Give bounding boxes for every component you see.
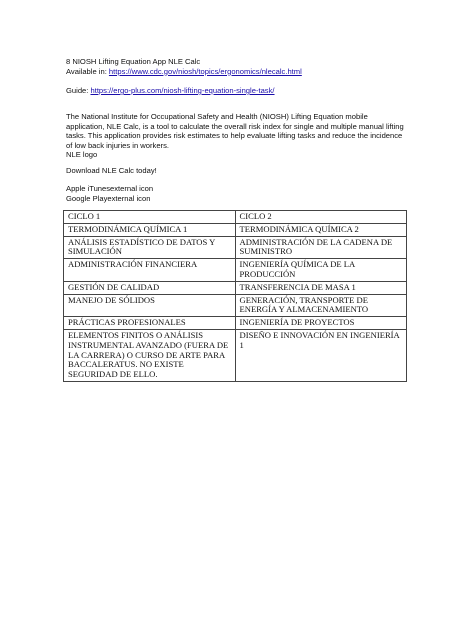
table-cell: TERMODINÁMICA QUÍMICA 1 xyxy=(64,223,236,236)
table-cell: GENERACIÓN, TRANSPORTE DE ENERGÍA Y ALMACENAMIENTO xyxy=(235,294,407,317)
ergo-plus-link[interactable]: https://ergo-plus.com/niosh-lifting-equation-single-task/ xyxy=(90,86,275,95)
table-row xyxy=(64,211,407,224)
apple-itunes-link[interactable]: Apple iTunesexternal icon xyxy=(66,184,154,193)
table-row xyxy=(64,236,407,259)
table-cell: TERMODINÁMICA QUÍMICA 2 xyxy=(235,223,407,236)
nle-logo-text: NLE logo xyxy=(66,150,98,160)
table-cell: ADMINISTRACIÓN DE LA CADENA DE SUMINISTRO xyxy=(235,236,407,259)
table-cell: INGENIERÍA DE PROYECTOS xyxy=(235,317,407,330)
table-row xyxy=(64,281,407,294)
cdc-link[interactable]: https://www.cdc.gov/niosh/topics/ergonomics/nlecalc.html xyxy=(108,66,302,76)
table-cell: ADMINISTRACIÓN FINANCIERA xyxy=(64,259,236,282)
app-header xyxy=(66,57,386,76)
download-line: Download NLE Calc today! xyxy=(66,166,157,175)
table-cell: TRANSFERENCIA DE MASA 1 xyxy=(235,281,407,294)
course-table xyxy=(63,210,407,382)
table-row xyxy=(64,317,407,330)
table-row xyxy=(64,294,407,317)
store-icons xyxy=(66,184,386,203)
table-cell: PRÁCTICAS PROFESIONALES xyxy=(64,317,236,330)
table-cell: MANEJO DE SÓLIDOS xyxy=(64,294,236,317)
table-header-cell: CICLO 2 xyxy=(235,211,407,224)
available-line xyxy=(66,67,386,77)
google-play-link[interactable]: Google Playexternal icon xyxy=(66,193,151,203)
table-cell: INGENIERÍA QUÍMICA DE LA PRODUCCIÓN xyxy=(235,259,407,282)
table-row xyxy=(64,329,407,381)
table-cell: ANÁLISIS ESTADÍSTICO DE DATOS Y SIMULACIÓN xyxy=(64,236,236,259)
guide-line xyxy=(66,86,386,96)
table-cell: ELEMENTOS FINITOS O ANÁLISIS INSTRUMENTAL AVANZADO (FUERA DE LA CARRERA) O CURSO DE ARTE PARA BACCALERATUS. NO EXISTE SEGURIDAD DE ELLO. xyxy=(64,329,236,381)
table-row xyxy=(64,223,407,236)
guide-label: Guide: xyxy=(66,86,91,95)
table-header-cell: CICLO 1 xyxy=(64,211,236,224)
description-block xyxy=(66,112,406,160)
table-cell: GESTIÓN DE CALIDAD xyxy=(64,281,236,294)
app-title: 8 NIOSH Lifting Equation App NLE Calc xyxy=(66,57,201,66)
table-cell: DISEÑO E INNOVACIÓN EN INGENIERÍA 1 xyxy=(235,329,407,381)
description-paragraph: The National Institute for Occupational Safety and Health (NIOSH) Lifting Equation mobile application, NLE Calc, is a tool to calculate the overall risk index for single and multiple manual lifting tasks. This application provides risk estimates to help evaluate lifting tasks and reduce the incidence of low back injuries in workers. xyxy=(66,112,404,150)
table-row xyxy=(64,259,407,282)
available-label: Available in: xyxy=(66,66,109,76)
